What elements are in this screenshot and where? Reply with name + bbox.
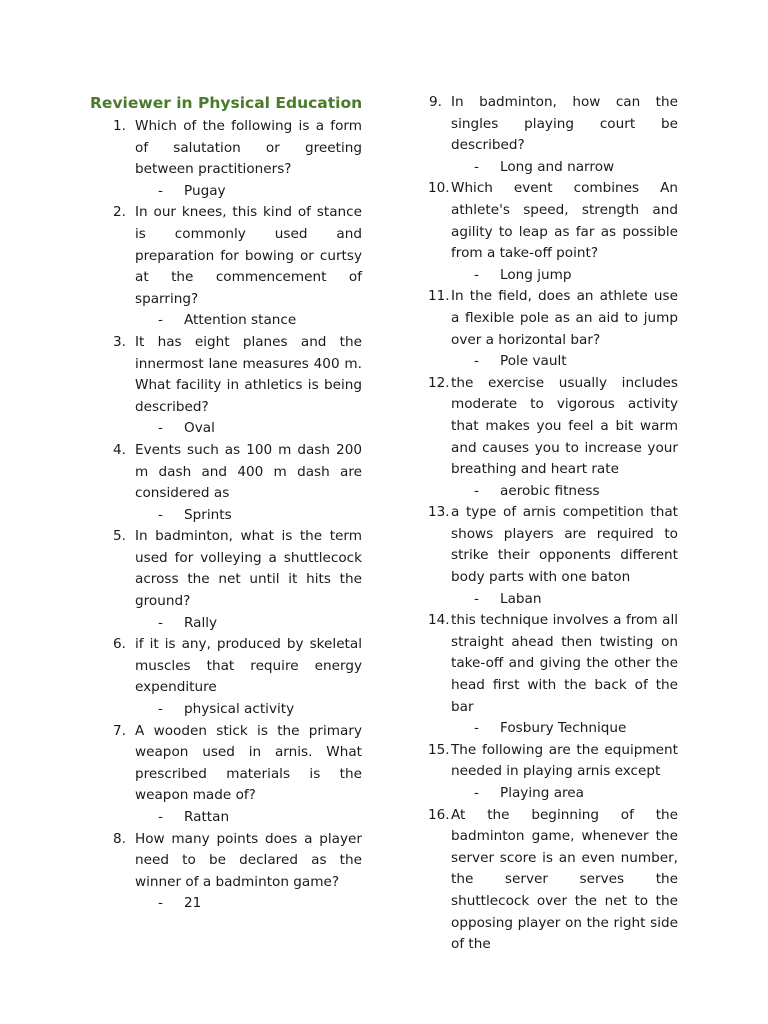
answer-text: Attention stance (184, 312, 297, 329)
question-13 (428, 502, 678, 610)
question-text: In badminton, what is the term used for volleying a shuttlecock across the net until it hits the ground? (135, 528, 362, 610)
answer-dash: - (158, 506, 163, 523)
question-number: 1. (113, 118, 126, 134)
answer-dash: - (474, 482, 479, 499)
question-number: 10. (428, 180, 450, 197)
question-text: In our knees, this kind of stance is commonly used and preparation for bowing or curtsy at the commencement of sparring? (135, 204, 362, 307)
question-3 (90, 332, 362, 440)
answer-text: Fosbury Technique (500, 720, 627, 737)
question-2 (90, 202, 362, 332)
question-1 (90, 116, 362, 202)
question-number: 8. (113, 830, 126, 847)
answer-text: Rally (184, 614, 218, 631)
answer-dash: - (158, 895, 163, 912)
answer-dash: - (474, 785, 479, 801)
question-10 (428, 178, 678, 286)
answer-dash: - (474, 266, 479, 283)
question-text: At the beginning of the badminton game, whenever the server score is an even number, the server serves the shuttlecock over the net to the opposing player on the right side of the (451, 806, 678, 953)
question-number: 12. (428, 374, 450, 391)
answer-dash: - (158, 701, 163, 718)
question-4 (90, 440, 362, 526)
question-16 (428, 805, 678, 956)
question-number: 13. (428, 504, 450, 521)
answer-dash: - (158, 614, 163, 631)
answer-dash: - (474, 158, 479, 175)
question-text: The following are the equipment needed in playing arnis except (451, 741, 678, 780)
question-6 (90, 634, 362, 720)
question-text: A wooden stick is the primary weapon used in arnis. What prescribed materials is the weapon made of? (135, 722, 362, 804)
question-9 (428, 92, 678, 178)
answer-dash: - (158, 182, 163, 199)
answer-dash: - (474, 590, 479, 607)
answer-text: physical activity (184, 701, 295, 718)
answer-dash: - (474, 353, 479, 370)
answer-text: Sprints (184, 506, 232, 523)
question-number: 6. (113, 636, 126, 653)
question-text: Which of the following is a form of salutation or greeting between practitioners? (135, 118, 362, 178)
question-text: a type of arnis competition that shows players are required to strike their opponents different body parts with one baton (451, 504, 678, 586)
question-number: 16. (428, 806, 450, 823)
question-15 (428, 740, 678, 805)
question-number: 7. (113, 722, 126, 739)
question-text: It has eight planes and the innermost lane measures 400 m. What facility in athletics is being described? (135, 333, 362, 415)
answer-text: Long jump (500, 266, 572, 283)
question-text: How many points does a player need to be declared as the winner of a badminton game? (135, 830, 362, 890)
answer-text: aerobic fitness (500, 482, 600, 499)
question-number: 14. (428, 612, 450, 629)
left-column (90, 92, 362, 915)
question-11 (428, 286, 678, 372)
question-number: 3. (113, 333, 126, 350)
answer-dash: - (158, 312, 163, 329)
answer-dash: - (158, 420, 163, 437)
answer-text: 21 (184, 895, 202, 912)
question-text: Events such as 100 m dash 200 m dash and 400 m dash are considered as (135, 441, 362, 502)
question-14 (428, 610, 678, 740)
question-text: the exercise usually includes moderate to vigorous activity that makes you feel a bit warm and causes you to increase your breathing and heart rate (451, 374, 678, 478)
question-text: if it is any, produced by skeletal muscles that require energy expenditure (135, 636, 362, 696)
answer-text: Oval (184, 420, 215, 437)
question-text: In badminton, how can the singles playing court be described? (451, 94, 678, 154)
question-text: Which event combines An athlete's speed, strength and agility to leap as far as possible from a take-off point? (451, 180, 678, 262)
answer-text: Laban (500, 590, 542, 607)
question-number: 5. (113, 528, 126, 545)
answer-dash: - (474, 720, 479, 737)
answer-text: Pole vault (500, 353, 567, 370)
right-column (428, 92, 678, 956)
question-number: 2. (113, 204, 126, 221)
question-number: 9. (429, 94, 442, 110)
question-number: 11. (428, 288, 450, 305)
answer-text: Playing area (500, 785, 585, 801)
question-7 (90, 721, 362, 829)
question-8 (90, 829, 362, 915)
question-5 (90, 526, 362, 634)
answer-text: Pugay (184, 182, 226, 199)
answer-text: Long and narrow (500, 158, 615, 175)
answer-dash: - (158, 809, 163, 825)
question-number: 15. (428, 741, 450, 758)
question-12 (428, 373, 678, 503)
answer-text: Rattan (184, 809, 230, 825)
question-text: In the field, does an athlete use a flexible pole as an aid to jump over a horizontal bar? (451, 288, 678, 348)
question-text: this technique involves a from all straight ahead then twisting on take-off and giving the other the head first with the back of the bar (451, 612, 678, 715)
document-title: Reviewer in Physical Education (90, 94, 363, 112)
question-number: 4. (113, 441, 126, 458)
